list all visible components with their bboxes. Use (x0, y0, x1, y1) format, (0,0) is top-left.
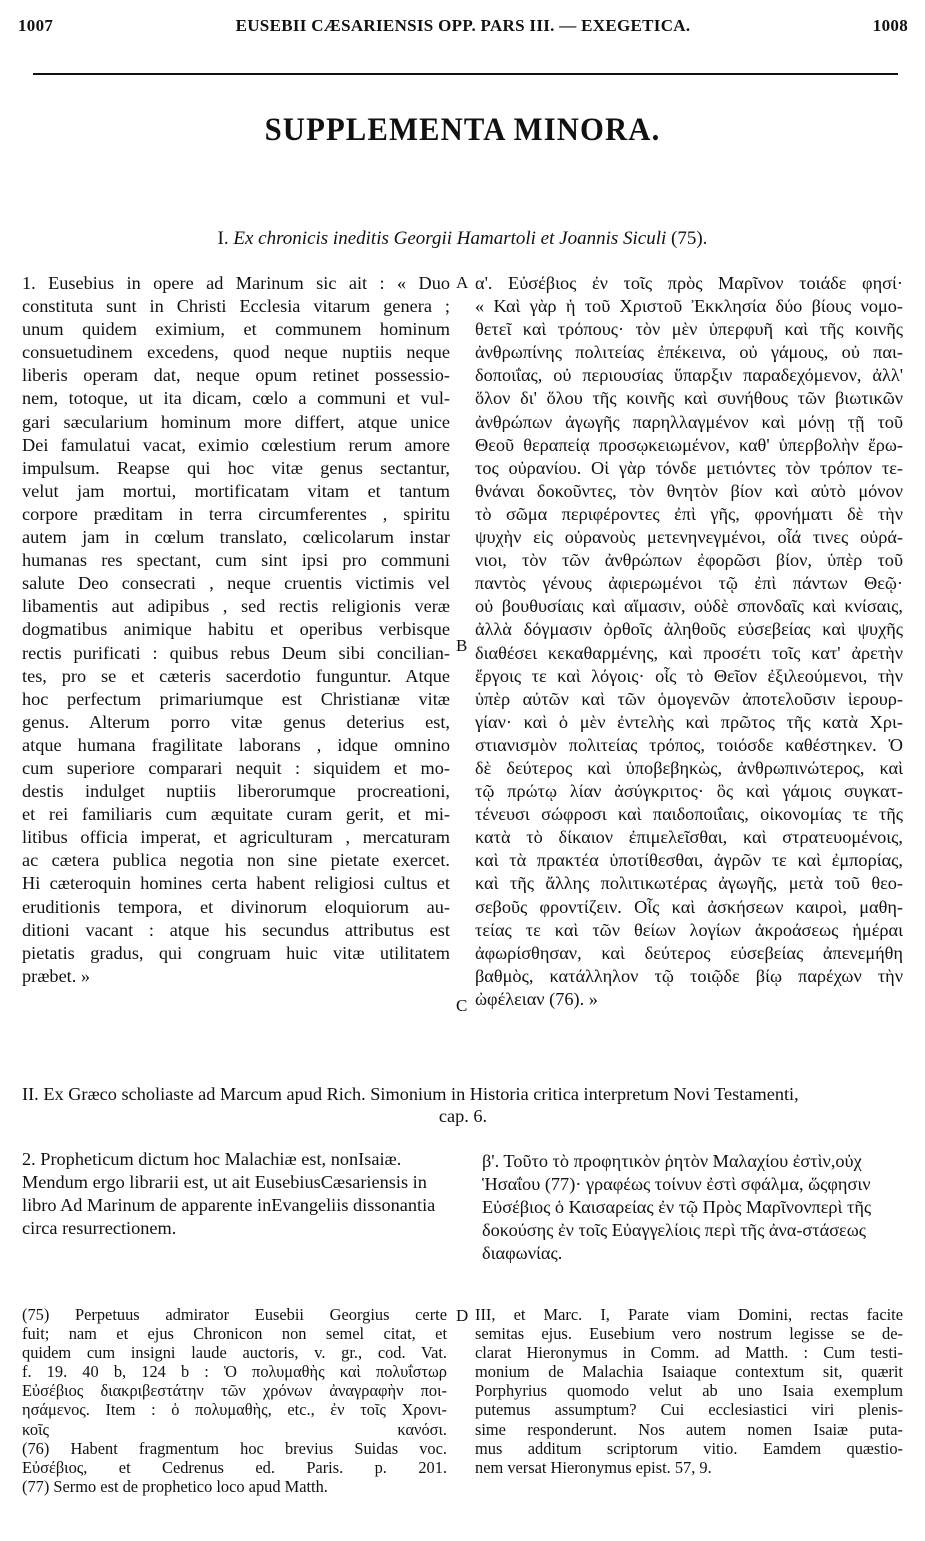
greek-text-line: νιοι, τὸν τῶν ἀνθρώπων ἐφορῶσι βίον, ὑπὲρ τοῦ (475, 550, 903, 571)
latin-text-line: eruditionis tempora, et divinorum eloquiorum au- (22, 896, 450, 917)
footnote-line: ησάμενος. Item : ὁ πολυμαθὴς, etc., ἐν τοῖς Χρονι- (22, 1400, 447, 1420)
latin-text-line: Evangeliis dissonantia circa resurrectionem. (22, 1195, 436, 1239)
greek-text-line: τένευσι σώφροσι καὶ παιδοποιΐαις, οἰκονομίας τε τῆς (475, 804, 903, 825)
footnote-line: sime responderunt. Nos autem nomen Isaiæ puta- (475, 1419, 903, 1439)
footnotes-right (475, 1305, 903, 1477)
greek-text-line: ψυχὴν εἰς οὐρανοὺς μετενηνεγμένοι, οἷά τινες οὐρά- (475, 527, 903, 548)
margin-marker-d: D (456, 1306, 469, 1325)
greek-text-line: φησιν Εὐσέβιος ὁ Καισαρείας ἐν τῷ Πρὸς Μαρῖνον (482, 1174, 871, 1218)
section-2-title-line-2: cap. 6. (438, 1106, 488, 1126)
greek-text-line: παντὸς γένους ἀφιερωμένοι τῷ ἐπὶ πάντων Θεῷ· (475, 573, 903, 594)
greek-text-line: ἀνθρώπων ἀγωγῆς παρηλλαγμένον καὶ μόνῃ τῇ τοῦ (475, 411, 903, 432)
latin-text-line: velut jam mortui, mortificatam vitam et tantum (22, 480, 450, 501)
latin-text-line: Isaiæ. Mendum ergo librarii est, ut ait Eusebius (22, 1149, 402, 1193)
page-number-left: 1007 (18, 16, 54, 35)
greek-text-line: τος οὐρανίου. Οἱ γὰρ τόνδε μετιόντες τὸν τρόπον τε- (475, 457, 903, 478)
greek-text-line: περὶ τῆς δοκούσης ἐν τοῖς Εὐαγγελίοις περὶ τῆς ἀνα- (482, 1197, 872, 1241)
greek-text-line: διαθέσει κεκαθαρμένης, καὶ προσέτι τοῖς κατ' ἀρετὴν (475, 642, 903, 663)
greek-text-line: β'. Τοῦτο τὸ προφητικὸν ῥητὸν Μαλαχίου ἐστὶν, (482, 1151, 836, 1171)
running-header (18, 16, 908, 38)
latin-text-line: ditioni vacant : atque his secundus attributus est (22, 919, 450, 940)
footnote-line: (75) Perpetuus admirator Eusebii Georgius certe (22, 1305, 447, 1324)
footnote-line: clarat Hieronymus in Comm. ad Matth. : Cum testi- (475, 1343, 903, 1363)
greek-text-line: σεβοῦς φροντίζειν. Οἷς καὶ ἀσκήσεων καιροὶ, μαθη- (475, 896, 903, 917)
greek-text-line: δοποιΐας, οὐ περιουσίας ὕπαρξιν παραδεχόμενον, ἀλλ' (475, 365, 903, 386)
margin-marker-a: A (456, 273, 469, 292)
latin-text-line: consuetudinem excedens, quod neque nuptiis neque (22, 342, 450, 363)
section-1-heading: Ex chronicis ineditis Georgii Hamartoli et Joannis Siculi (233, 228, 667, 249)
latin-text-line: atque humana fragilitate laborans , idque omnino (22, 734, 450, 755)
greek-text-line: τείας τε καὶ τῶν θείων λογίων ἀκροάσεως ἡμέραι (475, 919, 903, 940)
section-2-title-line-1: II. Ex Græco scholiaste ad Marcum apud Rich. Simonium in Historia critica interpretum Novi Testamenti, (22, 1084, 799, 1104)
greek-text-line: καὶ τῆς ἄλλης πολιτικωτέρας ἀγωγῆς, μετὰ τοῦ θεο- (475, 873, 903, 894)
greek-text-line: ἔργοις τε καὶ λόγοις· οἷς τὸ Θεῖον ἐξιλεούμενοι, τὴν (475, 665, 903, 686)
latin-text-line: tes, pro se et cæteris sacerdotio funguntur. Atque (22, 665, 450, 686)
latin-text-line: humanas res spectant, cum sint ipsi pro communi (22, 550, 450, 571)
latin-text-line: destis indulget nuptiis liberorumque procreationi, (22, 781, 450, 802)
greek-column-2 (482, 1150, 902, 1265)
section-2-title (22, 1083, 904, 1127)
greek-text-line: ἀνθρωπίνης πολιτείας ἐπέκεινα, οὐ γάμους, οὐ παι- (475, 342, 903, 363)
latin-text-line: 2. Propheticum dictum hoc Malachiæ est, non (22, 1149, 359, 1169)
page-number-right: 1008 (872, 16, 908, 35)
latin-text-line: hoc perfectum primariumque est Christianæ vitæ (22, 688, 450, 709)
latin-text-line: autem jam in cœlum translato, cœlicolarum instar (22, 527, 450, 548)
latin-text-line: præbet. » (22, 965, 91, 986)
footnote-line: quidem cum insigni laude auctoris, v. gr., cod. Vat. (22, 1343, 447, 1363)
footnote-line: fuit; nam et ejus Chronicon non semel citat, et (22, 1324, 447, 1344)
footnote-line: f. 19. 40 b, 124 b : Ὁ πολυμαθὴς καὶ πολυΐστωρ (22, 1362, 447, 1382)
section-1-title (0, 228, 925, 250)
greek-column-1 (475, 272, 903, 1011)
running-title: EUSEBII CÆSARIENSIS OPP. PARS III. — EXEGETICA. (235, 16, 691, 35)
latin-text-line: litibus officia imperat, et agriculturam , mercaturam (22, 827, 450, 848)
section-1-number: I. (217, 228, 229, 249)
greek-text-line: ὠφέλειαν (76). » (475, 988, 598, 1009)
footnote-line: putemus assumptum? Cui ecclesiastici viri plenis- (475, 1400, 903, 1420)
footnote-line: Porphyrius quomodo velut ab uno Isaia exemplum (475, 1381, 903, 1401)
greek-text-line: τῷ πρώτῳ λίαν ἀσύγκριτος· ὃς καὶ γάμοις συγκατ- (475, 781, 903, 802)
footnote-line: (76) Habent fragmentum hoc brevius Suidas voc. (22, 1438, 447, 1458)
greek-text-line: ὅλον δι' ὅλου τῆς κοινῆς καὶ συνήθους τῶν βιωτικῶν (475, 388, 903, 409)
margin-marker-c: C (456, 996, 468, 1015)
latin-text-line: rectis purificati : quibus rebus Deum sibi concilian- (22, 642, 450, 663)
header-rule (33, 73, 898, 75)
greek-text-line: οὐχ Ἡσαΐου (77)· γραφέως τοίνυν ἐστὶ σφάλμα, ὥς (482, 1151, 862, 1195)
footnote-line: III, et Marc. I, Parate viam Domini, rectas facite (475, 1305, 903, 1324)
footnote-line: mus additum scriptorum vitio. Eamdem quæstio- (475, 1438, 903, 1458)
greek-text-line: θετεῖ καὶ τρόπους· τὸν μὲν ὑπερφυῆ καὶ τῆς κοινῆς (475, 319, 903, 340)
margin-marker-b: B (456, 636, 468, 655)
footnote-line: Εὐσέβιος διακριβεστάτην τῶν χρόνων ἀναγραφὴν ποι- (22, 1381, 447, 1401)
footnote-line: semitas ejus. Eusebium vero nostrum legisse se de- (475, 1324, 903, 1344)
latin-text-line: nem, totoque, ut ita dicam, cœlo a communi et vul- (22, 388, 450, 409)
latin-text-line: ac cætera publica negotia non sine pietate exercet. (22, 850, 450, 871)
greek-text-line: δὲ δεύτερος καὶ ὑποβεβηκὼς, ἀνθρωπινώτερος, καὶ (475, 757, 903, 778)
latin-text-line: Dei famulatui vacat, eximio cœlestium rerum amore (22, 434, 450, 455)
latin-text-line: corpore præditam in terra circumferentes , spiritu (22, 503, 450, 524)
latin-text-line: pietatis gradus, qui congruam huic vitæ utilitatem (22, 942, 450, 963)
greek-text-line: κατὰ τὸ δίκαιον ἐπιμελεῖσθαι, καὶ στρατευομένοις, (475, 827, 903, 848)
latin-text-line: dogmatibus animique habitu et operibus verbisque (22, 619, 450, 640)
greek-text-line: Θεοῦ θεραπείᾳ προσῳκειωμένον, καθ' ὑπερβολὴν ἔρω- (475, 434, 903, 455)
latin-text-line: cum superiore comparari nequit : siquidem et mo- (22, 757, 450, 778)
footnote-line: κοῖς κανόσι. (22, 1419, 447, 1439)
greek-text-line: τὸ σῶμα περιφέροντες ἐπὶ γῆς, φρονήματι δὲ τὴν (475, 503, 903, 524)
latin-text-line: gari sæcularium hominum more differt, atque unice (22, 411, 450, 432)
latin-text-line: 1. Eusebius in opere ad Marinum sic ait : « Duo (22, 273, 450, 293)
latin-text-line: et rei familiaris cum æquitate curam gerit, et mi- (22, 804, 450, 825)
latin-text-line: libamentis aut adipibus , sed rectis religionis veræ (22, 596, 450, 617)
greek-text-line: α'. Εὐσέβιος ἐν τοῖς πρὸς Μαρῖνον τοιάδε φησί· (475, 273, 903, 293)
latin-text-line: Hi cæteroquin homines certa habent religiosi cultus et (22, 873, 450, 894)
greek-text-line: στάσεως διαφωνίας. (482, 1220, 867, 1264)
page-title: SUPPLEMENTA MINORA. (264, 112, 661, 148)
greek-text-line: οὐ βουθυσίαις καὶ αἵμασιν, οὐδὲ σπονδαῖς καὶ κνίσαις, (475, 596, 903, 617)
latin-column-1 (22, 272, 450, 988)
greek-text-line: καὶ τὰ πρακτέα ὑποτίθεσθαι, ἀγρῶν τε καὶ ἐμπορίας, (475, 850, 903, 871)
footnote-line: Εὐσέβιος, et Cedrenus ed. Paris. p. 201. (22, 1457, 447, 1477)
greek-text-line: βαθμὸς, κατάλληλον τῷ τοιῷδε βίῳ παρέχων τὴν (475, 965, 903, 986)
footnote-line: (77) Sermo est de prophetico loco apud Matth. (22, 1476, 328, 1496)
greek-text-line: στιανισμὸν πολιτείας τρόπος, τοιόσδε καθέστηκεν. Ὁ (475, 734, 903, 755)
latin-text-line: unum quidem eximium, et communem hominum (22, 319, 450, 340)
latin-text-line: Cæsariensis in libro Ad Marinum de apparente in (22, 1172, 427, 1216)
greek-text-line: ὑπὲρ αὐτῶν καὶ τῶν ὁμογενῶν ἀποτελοῦσιν ἱερουρ- (475, 688, 903, 709)
footnotes-left (22, 1305, 447, 1496)
footnote-line: nem versat Hieronymus epist. 57, 9. (475, 1457, 712, 1477)
latin-text-line: genus. Alterum porro vitæ genus deterius est, (22, 711, 450, 732)
greek-text-line: ἀφωρίσθησαν, καὶ δεύτερος εὐσεβείας ἀπενεμήθη (475, 942, 903, 963)
greek-text-line: γίαν· καὶ ὁ μὲν ἐντελὴς καὶ πρῶτος τῆς κατὰ Χρι- (475, 711, 903, 732)
footnote-line: monium de Malachia Isaiaque contextum sit, quærit (475, 1362, 903, 1382)
greek-text-line: ἀλλὰ δόγμασιν ὀρθοῖς ἀληθοῦς εὐσεβείας καὶ ψυχῆς (475, 619, 903, 640)
latin-text-line: salute Deo consecrati , neque cruentis victimis vel (22, 573, 450, 594)
section-1-note-ref: (75). (671, 228, 708, 249)
latin-text-line: impulsum. Reapse qui hoc vitæ genus sectantur, (22, 457, 450, 478)
greek-text-line: θνάναι δοκοῦντες, τὸν θνητὸν βίον καὶ αὐτὸ μόνον (475, 480, 903, 501)
latin-text-line: constituta sunt in Christi Ecclesia vitarum genera ; (22, 296, 450, 317)
latin-text-line: liberis operam dat, neque opum retinet possessio- (22, 365, 450, 386)
greek-text-line: « Καὶ γὰρ ἡ τοῦ Χριστοῦ Ἐκκλησία δύο βίους νομο- (475, 296, 903, 317)
latin-column-2 (22, 1148, 448, 1240)
